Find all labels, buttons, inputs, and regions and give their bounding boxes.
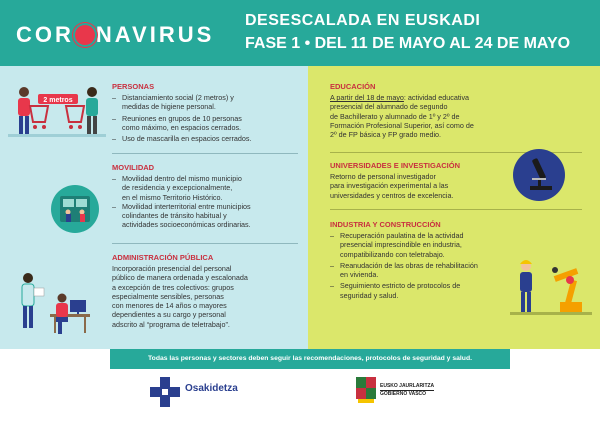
virus-icon: [75, 25, 95, 45]
list-item: en el mismo Territorio Histórico.: [122, 192, 223, 202]
coronavirus-logo: [16, 22, 214, 48]
page-subtitle: FASE 1 • DEL 11 DE MAYO AL 24 DE MAYO: [245, 35, 571, 52]
list-item: actividades socioeconómicas ordinarias.: [122, 220, 251, 230]
divider: [330, 209, 582, 210]
list-item: – Reanudación de las obras de rehabilitación: [330, 260, 478, 270]
header-banner: [0, 0, 600, 66]
list-item: presencial imprescindible en industria,: [340, 240, 462, 250]
list-item: en vivienda.: [340, 270, 379, 280]
list-item: como máximo, en espacios cerrados.: [122, 122, 242, 132]
movilidad-list: [112, 174, 251, 230]
list-item: – Distanciamiento social (2 metros) y: [112, 93, 234, 102]
divider: [112, 153, 298, 154]
gov-line-es: GOBIERNO VASCO: [380, 390, 434, 398]
logo-text-left: COR: [16, 22, 74, 47]
text-line: 2º de FP básica y FP grado medio.: [330, 130, 442, 140]
divider: [112, 243, 298, 244]
date-highlight: A partir del 18 de mayo: [330, 93, 404, 102]
list-item: – Movilidad dentro del mismo municipio: [112, 174, 242, 183]
text-line: de Bachillerato y alumnado de 1º y 2º de: [330, 111, 460, 121]
text-line: adscrito al “programa de teletrabajo”.: [112, 319, 230, 329]
educacion-title: EDUCACIÓN: [330, 82, 376, 91]
list-item: – Reuniones en grupos de 10 personas: [112, 113, 242, 123]
text-line: público de manera ordenada y escalonada: [112, 273, 248, 283]
social-distance-illustration: [8, 82, 106, 142]
text-line: para investigación experimental a las: [330, 181, 449, 191]
gov-line-eu: EUSKO JAURLARITZA: [380, 383, 435, 389]
text-line: presencial del alumnado de segundo: [330, 102, 448, 112]
administracion-title: ADMINISTRACIÓN PÚBLICA: [112, 253, 214, 262]
text-line: especialmente sensibles, personas: [112, 291, 224, 301]
mobility-illustration: [50, 184, 100, 234]
text-line: universidades y centros de excelencia.: [330, 190, 454, 200]
recommendation-banner: Todas las personas y sectores deben seguir las recomendaciones, protocolos de seguridad y salud.: [110, 349, 510, 369]
list-item: – Uso de mascarilla en espacios cerrados.: [112, 134, 252, 144]
text-line: Incorporación presencial del personal: [112, 264, 232, 273]
microscope-icon: [512, 148, 566, 202]
osakidetza-cross-icon: [150, 377, 180, 407]
basque-government-text: [380, 383, 434, 398]
list-item: – Movilidad interterritorial entre municipios: [112, 201, 251, 211]
osakidetza-logo-text: Osakidetza: [185, 383, 238, 394]
distance-label: 2 metros: [43, 97, 73, 104]
list-item: de residencia y excepcionalmente,: [122, 183, 233, 193]
text-line: Formación Profesional Superior, así como de: [330, 120, 474, 130]
universidades-title: UNIVERSIDADES E INVESTIGACIÓN: [330, 161, 461, 170]
text-line: con menores de 14 años o mayores: [112, 301, 227, 311]
list-item: – Recuperación paulatina de la actividad: [330, 231, 464, 240]
movilidad-title: MOVILIDAD: [112, 163, 155, 172]
page-title: DESESCALADA EN EUSKADI: [245, 12, 481, 29]
text-line: A partir del 18 de mayo: actividad educativa: [330, 93, 470, 102]
text-line: dependientes a su cargo y personal: [112, 310, 226, 320]
list-item: medidas de higiene personal.: [122, 102, 216, 112]
list-item: seguridad y salud.: [340, 290, 399, 300]
list-item: – Seguimiento estricto de protocolos de: [330, 281, 461, 291]
administracion-text: [112, 264, 248, 329]
personas-title: PERSONAS: [112, 82, 155, 91]
universidades-text: [330, 172, 453, 200]
text-line: Retorno de personal investigador: [330, 172, 436, 181]
list-item: colindantes de tránsito habitual y: [122, 211, 227, 221]
industria-list: [330, 231, 478, 300]
text-line: a excepción de tres colectivos: grupos: [112, 282, 234, 292]
personas-list: [112, 93, 251, 143]
educacion-text: [330, 93, 474, 139]
list-item: compatibilizando con teletrabajo.: [340, 249, 445, 259]
industria-title: INDUSTRIA Y CONSTRUCCIÓN: [330, 220, 441, 229]
basque-government-emblem: [356, 377, 376, 403]
industrial-robot-illustration: [510, 250, 592, 320]
office-illustration: [10, 270, 92, 342]
logo-text-right: NAVIRUS: [95, 22, 215, 47]
